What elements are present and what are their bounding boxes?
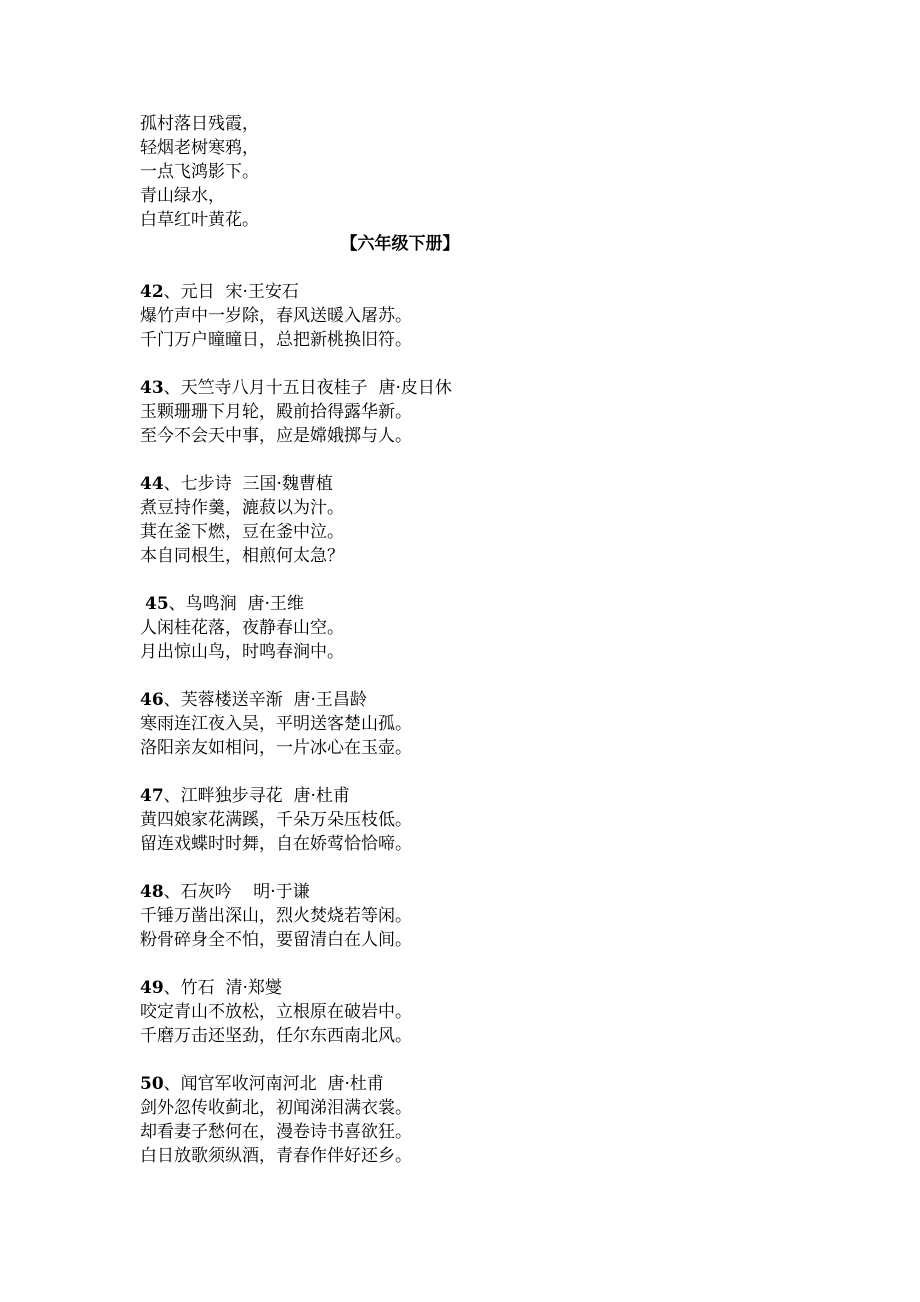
poem-list <box>140 280 780 1168</box>
poem-line: 千门万户曈曈日，总把新桃换旧符。 <box>140 330 412 350</box>
poem-title <box>140 376 780 400</box>
intro-line: 青山绿水， <box>140 186 225 206</box>
poem-line: 千锤万凿出深山，烈火焚烧若等闲。 <box>140 906 412 926</box>
poem-line: 本自同根生，相煎何太急？ <box>140 546 344 566</box>
poem-line: 萁在釜下燃，豆在釜中泣。 <box>140 522 344 542</box>
poem-title <box>140 280 780 304</box>
poem-title-text: 、元日 宋·王安石 <box>163 282 299 302</box>
poem-line: 咬定青山不放松，立根原在破岩中。 <box>140 1002 412 1022</box>
poem-number: 45 <box>145 594 169 614</box>
poem-title-text: 、江畔独步寻花 唐·杜甫 <box>163 786 350 806</box>
poem-line: 煮豆持作羹，漉菽以为汁。 <box>140 498 344 518</box>
poem-line: 玉颗珊珊下月轮，殿前拾得露华新。 <box>140 402 412 422</box>
poem-block <box>140 688 780 760</box>
poem-title <box>140 1072 780 1096</box>
poem-title-text: 、七步诗 三国·魏曹植 <box>163 474 333 494</box>
poem-number: 43 <box>140 378 164 398</box>
poem-line: 寒雨连江夜入吴，平明送客楚山孤。 <box>140 714 412 734</box>
poem-block <box>140 376 780 448</box>
intro-line: 孤村落日残霞， <box>140 114 259 134</box>
poem-title <box>140 784 780 808</box>
poem-number: 46 <box>140 690 164 710</box>
poem-line: 白日放歌须纵酒，青春作伴好还乡。 <box>140 1146 412 1166</box>
document-page <box>140 112 780 1168</box>
poem-line: 却看妻子愁何在，漫卷诗书喜欲狂。 <box>140 1122 412 1142</box>
intro-line: 轻烟老树寒鸦， <box>140 138 259 158</box>
poem-line: 粉骨碎身全不怕，要留清白在人间。 <box>140 930 412 950</box>
poem-line: 千磨万击还坚劲，任尔东西南北风。 <box>140 1026 412 1046</box>
poem-number: 50 <box>140 1074 164 1094</box>
poem-title <box>140 592 780 616</box>
poem-block <box>140 1072 780 1168</box>
poem-number: 44 <box>140 474 164 494</box>
poem-block <box>140 280 780 352</box>
section-title: 【六年级下册】 <box>340 234 460 254</box>
poem-title <box>140 688 780 712</box>
poem-title-text: 、闻官军收河南河北 唐·杜甫 <box>163 1074 384 1094</box>
poem-line: 至今不会天中事，应是嫦娥掷与人。 <box>140 426 412 446</box>
poem-line: 黄四娘家花满蹊，千朵万朵压枝低。 <box>140 810 412 830</box>
poem-number: 48 <box>140 882 164 902</box>
poem-number: 47 <box>140 786 164 806</box>
poem-line: 月出惊山鸟，时鸣春涧中。 <box>140 642 344 662</box>
poem-title-text: 、鸟鸣涧 唐·王维 <box>168 594 304 614</box>
poem-number: 49 <box>140 978 164 998</box>
poem-block <box>140 976 780 1048</box>
poem-title <box>140 472 780 496</box>
poem-title-text: 、竹石 清·郑燮 <box>163 978 282 998</box>
poem-block <box>140 592 780 664</box>
poem-line: 人闲桂花落，夜静春山空。 <box>140 618 344 638</box>
poem-block <box>140 472 780 568</box>
poem-title <box>140 880 780 904</box>
poem-title-text: 、石灰吟 明·于谦 <box>163 882 310 902</box>
poem-line: 爆竹声中一岁除，春风送暖入屠苏。 <box>140 306 412 326</box>
intro-line: 一点飞鸿影下。 <box>140 162 259 182</box>
poem-line: 剑外忽传收蓟北，初闻涕泪满衣裳。 <box>140 1098 412 1118</box>
intro-poem <box>140 112 780 232</box>
poem-line: 留连戏蝶时时舞，自在娇莺恰恰啼。 <box>140 834 412 854</box>
poem-title <box>140 976 780 1000</box>
poem-title-text: 、芙蓉楼送辛渐 唐·王昌龄 <box>163 690 367 710</box>
intro-line: 白草红叶黄花。 <box>140 210 259 230</box>
poem-line: 洛阳亲友如相问，一片冰心在玉壶。 <box>140 738 412 758</box>
poem-title-text: 、天竺寺八月十五日夜桂子 唐·皮日休 <box>163 378 452 398</box>
poem-number: 42 <box>140 282 164 302</box>
poem-block <box>140 880 780 952</box>
poem-block <box>140 784 780 856</box>
